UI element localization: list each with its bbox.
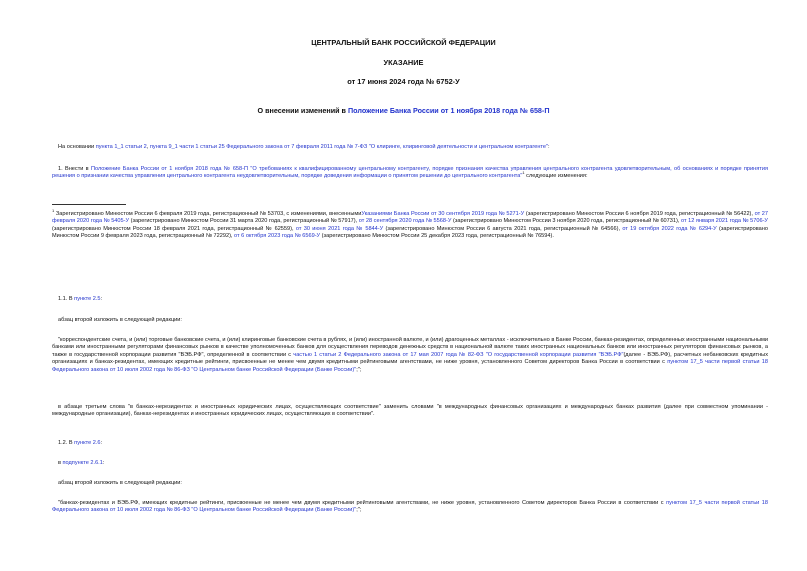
quote-text: ;"; <box>356 507 362 514</box>
basis-link-1[interactable]: пункта 1_1 статьи 2 <box>95 144 147 150</box>
subitem-text: : <box>100 296 103 302</box>
footnote-link-1[interactable]: Указаниями Банка России от 30 сентября 2019 года № 5271-У <box>361 211 525 217</box>
footnote-paragraph <box>52 208 769 241</box>
subitem-text: : <box>102 460 105 466</box>
footnote-text: (зарегистрировано Минюстом России 25 декабря 2023 года, регистрационный № 76594). <box>320 233 554 240</box>
subitem-2-6-1 <box>58 460 774 467</box>
footnote-text: (зарегистрировано Минюстом России 9 февраля 2023 года, регистрационный № 72292), <box>52 225 768 240</box>
footnote-text: (зарегистрировано Минюстом России 6 ноября 2019 года, регистрационный № 56422), <box>524 211 755 217</box>
footnote-link-4[interactable]: от 12 января 2021 года № 5706-У <box>681 218 768 225</box>
quote-1-link-2[interactable]: пунктом 17_5 части первой статьи 18 Федерального закона от 10 июля 2002 года № 86-ФЗ "О Центральном банке Российской Федерации (Банке России)" <box>52 359 768 373</box>
basis-text: На основании <box>58 144 96 150</box>
document-title <box>0 106 807 115</box>
footnote-link-7[interactable]: от 6 октября 2023 года № 6569-У <box>234 233 321 240</box>
instruction-paragraph: абзац второй изложить в следующей редакции: <box>58 317 182 323</box>
title-link[interactable]: Положение Банка России от 1 ноября 2018 года № 658-П <box>347 106 550 115</box>
quote-1-link-1[interactable]: частью 1 статьи 2 Федерального закона от 17 мая 2007 года № 82-ФЗ "О государственной корпорации развития "ВЭБ.РФ" <box>293 351 624 358</box>
subitem-text: 1.2. В <box>58 440 75 446</box>
item-1-text: 1. Внести в <box>58 166 91 172</box>
subitem-text: 1.1. В <box>58 296 75 302</box>
item-1-link[interactable]: Положение Банка России от 1 ноября 2018 года № 658-П "О требованиях к квалифицированному центральному контрагенту, порядке признания качества управления центрального контрагента удовлетворительным, об основаниях и порядке принятия решения о признании качества управления центрального контрагента неудовлетворительным, порядке доведения информации о принятом решении до центрального контрагента" <box>52 166 768 180</box>
subitem-2-6-1-link[interactable]: подпункте 2.6.1 <box>62 460 103 466</box>
footnote-text: (зарегистрировано Минюстом России 18 февраля 2021 года, регистрационный № 62559), <box>52 225 296 232</box>
quote-text: "банках-резидентах и ВЭБ.РФ, имеющих кредитные рейтинги, присвоенные не менее чем двумя кредитными рейтинговыми агентствами, не ниже уровня, установленного Советом директоров Банка России в соответствии с <box>58 500 667 506</box>
basis-text: , <box>146 144 150 150</box>
basis-link-2[interactable]: пункта 9_1 части 1 статьи 25 Федерального закона от 7 февраля 2011 года № 7-ФЗ "О клиринге, клиринговой деятельности и центральном контрагенте" <box>149 144 549 150</box>
footnote-ref[interactable]: 1 <box>522 170 525 176</box>
footnote-link-5[interactable]: от 30 июня 2021 года № 5844-У <box>295 225 384 232</box>
subitem-text: : <box>100 440 103 446</box>
quote-text: "корреспондентские счета, и (или) торговые банковские счета, и (или) клиринговые банковские счета в рублях, и (или) иностранной валюте, и (или) драгоценных металлах - исключительно в Банке России, банках-резидентах, определенных иностранными национальными банками или иностранными регуляторами финансовых рынков в качестве уполномоченных банков для осуществления переводов денежных средств в национальной валюте таких иностранных национальных банков или иностранных регуляторов финансовых рынков, а также в государственной корпорации развития "ВЭБ.РФ", определенной в соответствии с <box>52 337 768 358</box>
footnote-divider <box>52 204 126 205</box>
footnote-text: (зарегистрировано Минюстом России 31 марта 2020 года, регистрационный № 57917), <box>129 218 359 225</box>
subitem-1-2 <box>58 440 774 447</box>
quote-paragraph-1 <box>52 337 768 374</box>
footnote-text: Зарегистрировано Минюстом России 6 февраля 2019 года, регистрационный № 53703, с изменениями, внесенными <box>54 211 362 217</box>
subitem-1-2-link[interactable]: пункте 2.6 <box>74 440 101 446</box>
issuer-heading: ЦЕНТРАЛЬНЫЙ БАНК РОССИЙСКОЙ ФЕДЕРАЦИИ <box>311 38 496 47</box>
subitem-1-1 <box>58 296 774 303</box>
footnote-link-3[interactable]: от 28 сентября 2020 года № 5568-У <box>358 218 452 225</box>
quote-2-link[interactable]: пунктом 17_5 части первой статьи 18 Федерального закона от 10 июля 2002 года № 86-ФЗ "О Центральном банке Российской Федерации (Банке России)" <box>52 500 769 514</box>
footnote-marker: 1 <box>52 208 55 214</box>
footnote-link-6[interactable]: от 19 октября 2022 года № 6294-У <box>622 225 717 232</box>
quote-paragraph-2 <box>52 500 768 515</box>
basis-paragraph <box>52 144 768 151</box>
footnote-text: (зарегистрировано Минюстом России 3 ноября 2020 года, регистрационный № 60731), <box>451 218 681 225</box>
footnote-text: (зарегистрировано Минюстом России 6 августа 2021 года, регистрационный № 64566), <box>383 225 623 232</box>
amendment-text: в абзаце третьем слова "в банках-нерезидентах и иностранных юридических лицах, осуществляющих соответствие" заменить словами "в международных финансовых организациях и международных банках развития (далее при совместном упоминании - международные организации), банках-нерезидентах и иностранных юридических лицах, осуществляющих в соответствии". <box>52 404 768 418</box>
subitem-text: в <box>58 460 63 466</box>
document-type: УКАЗАНИЕ <box>383 58 424 67</box>
instruction-paragraph-2: абзац второй изложить в следующей редакции: <box>58 480 182 486</box>
quote-text: (далее - ВЭБ.РФ), расчетных небанковских кредитных организациях и банках-резидентах, имеющих кредитные рейтинги, присвоенные не менее чем двумя кредитными рейтинговыми агентствами, не ниже уровня, установленного Советом директоров Банка России в соответствии с <box>52 351 768 366</box>
item-1-paragraph <box>52 166 768 181</box>
basis-text: : <box>548 144 550 150</box>
footnote-link-2[interactable]: от 27 февраля 2020 года № 5405-У <box>52 211 769 225</box>
quote-text: ;"; <box>356 366 362 373</box>
amendment-paragraph <box>52 404 768 419</box>
subitem-1-1-link[interactable]: пункте 2.5 <box>74 296 101 302</box>
item-1-text: следующие изменения: <box>524 173 588 180</box>
document-date-number: от 17 июня 2024 года № 6752-У <box>347 77 460 86</box>
title-prefix: О внесении изменений в <box>257 106 348 115</box>
